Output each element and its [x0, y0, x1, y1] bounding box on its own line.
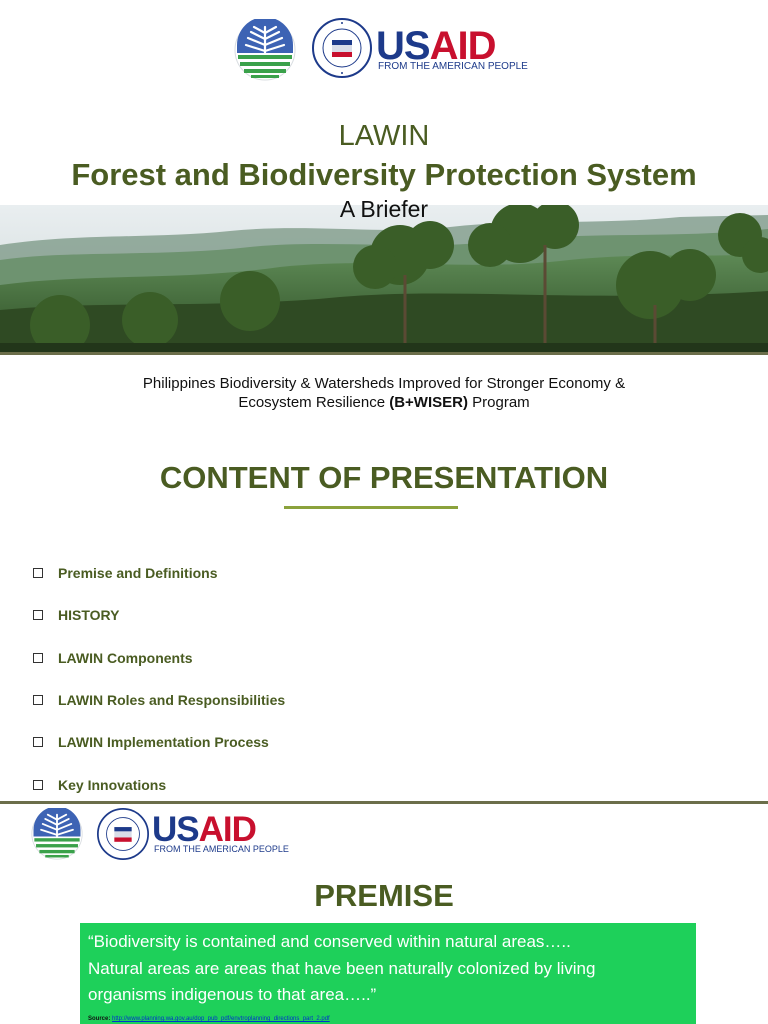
checkbox-bullet-icon [33, 568, 43, 578]
checkbox-bullet-icon [33, 737, 43, 747]
list-item: Premise and Definitions [33, 552, 285, 594]
program-line-2: Ecosystem Resilience (B+WISER) Program [238, 394, 530, 411]
usaid-wordmark: USAID [152, 810, 256, 849]
premise-quote-text: “Biodiversity is contained and conserved within natural areas….. Natural areas are areas that have been naturally colonized by living organisms indigenous to that area…..” [88, 932, 596, 1004]
forest-landscape-image [0, 205, 768, 352]
checkbox-bullet-icon [33, 610, 43, 620]
presentation-title: LAWIN [338, 120, 430, 152]
list-item: LAWIN Roles and Responsibilities [33, 679, 285, 721]
source-citation: Source: http://www.planning.wa.gov.au/dop_pub_pdf/envtroplanning_directions_part_2.pdf [88, 1016, 330, 1022]
slide-premise [0, 804, 768, 1024]
slide-divider [0, 352, 768, 355]
usaid-tagline: FROM THE AMERICAN PEOPLE [154, 844, 289, 854]
list-item: LAWIN Components [33, 637, 285, 679]
contents-heading: CONTENT OF PRESENTATION [159, 460, 609, 495]
program-description [0, 374, 768, 412]
presentation-tagline: A Briefer [339, 196, 429, 222]
presentation-subtitle: Forest and Biodiversity Protection System [71, 157, 697, 192]
usaid-tagline: FROM THE AMERICAN PEOPLE [378, 61, 528, 72]
denr-logo [234, 19, 296, 81]
source-link[interactable]: http://www.planning.wa.gov.au/dop_pub_pdf/envtroplanning_directions_part_2.pdf [112, 1016, 330, 1022]
checkbox-bullet-icon [33, 653, 43, 663]
slide-title [0, 0, 768, 352]
program-line-1: Philippines Biodiversity & Watersheds Improved for Stronger Economy & [142, 375, 626, 392]
usaid-seal-logo [312, 18, 372, 78]
heading-underline [284, 506, 458, 509]
checkbox-bullet-icon [33, 695, 43, 705]
agenda-list [33, 552, 285, 802]
slide-contents [0, 356, 768, 802]
premise-heading: PREMISE [314, 878, 454, 913]
denr-logo [31, 808, 83, 860]
list-item: LAWIN Implementation Process [33, 721, 285, 763]
premise-quote-box [80, 923, 696, 1024]
usaid-seal-logo [97, 808, 149, 860]
list-item: Key Innovations [33, 763, 285, 802]
usaid-wordmark: USAID [376, 24, 496, 68]
list-item: HISTORY [33, 594, 285, 636]
checkbox-bullet-icon [33, 780, 43, 790]
